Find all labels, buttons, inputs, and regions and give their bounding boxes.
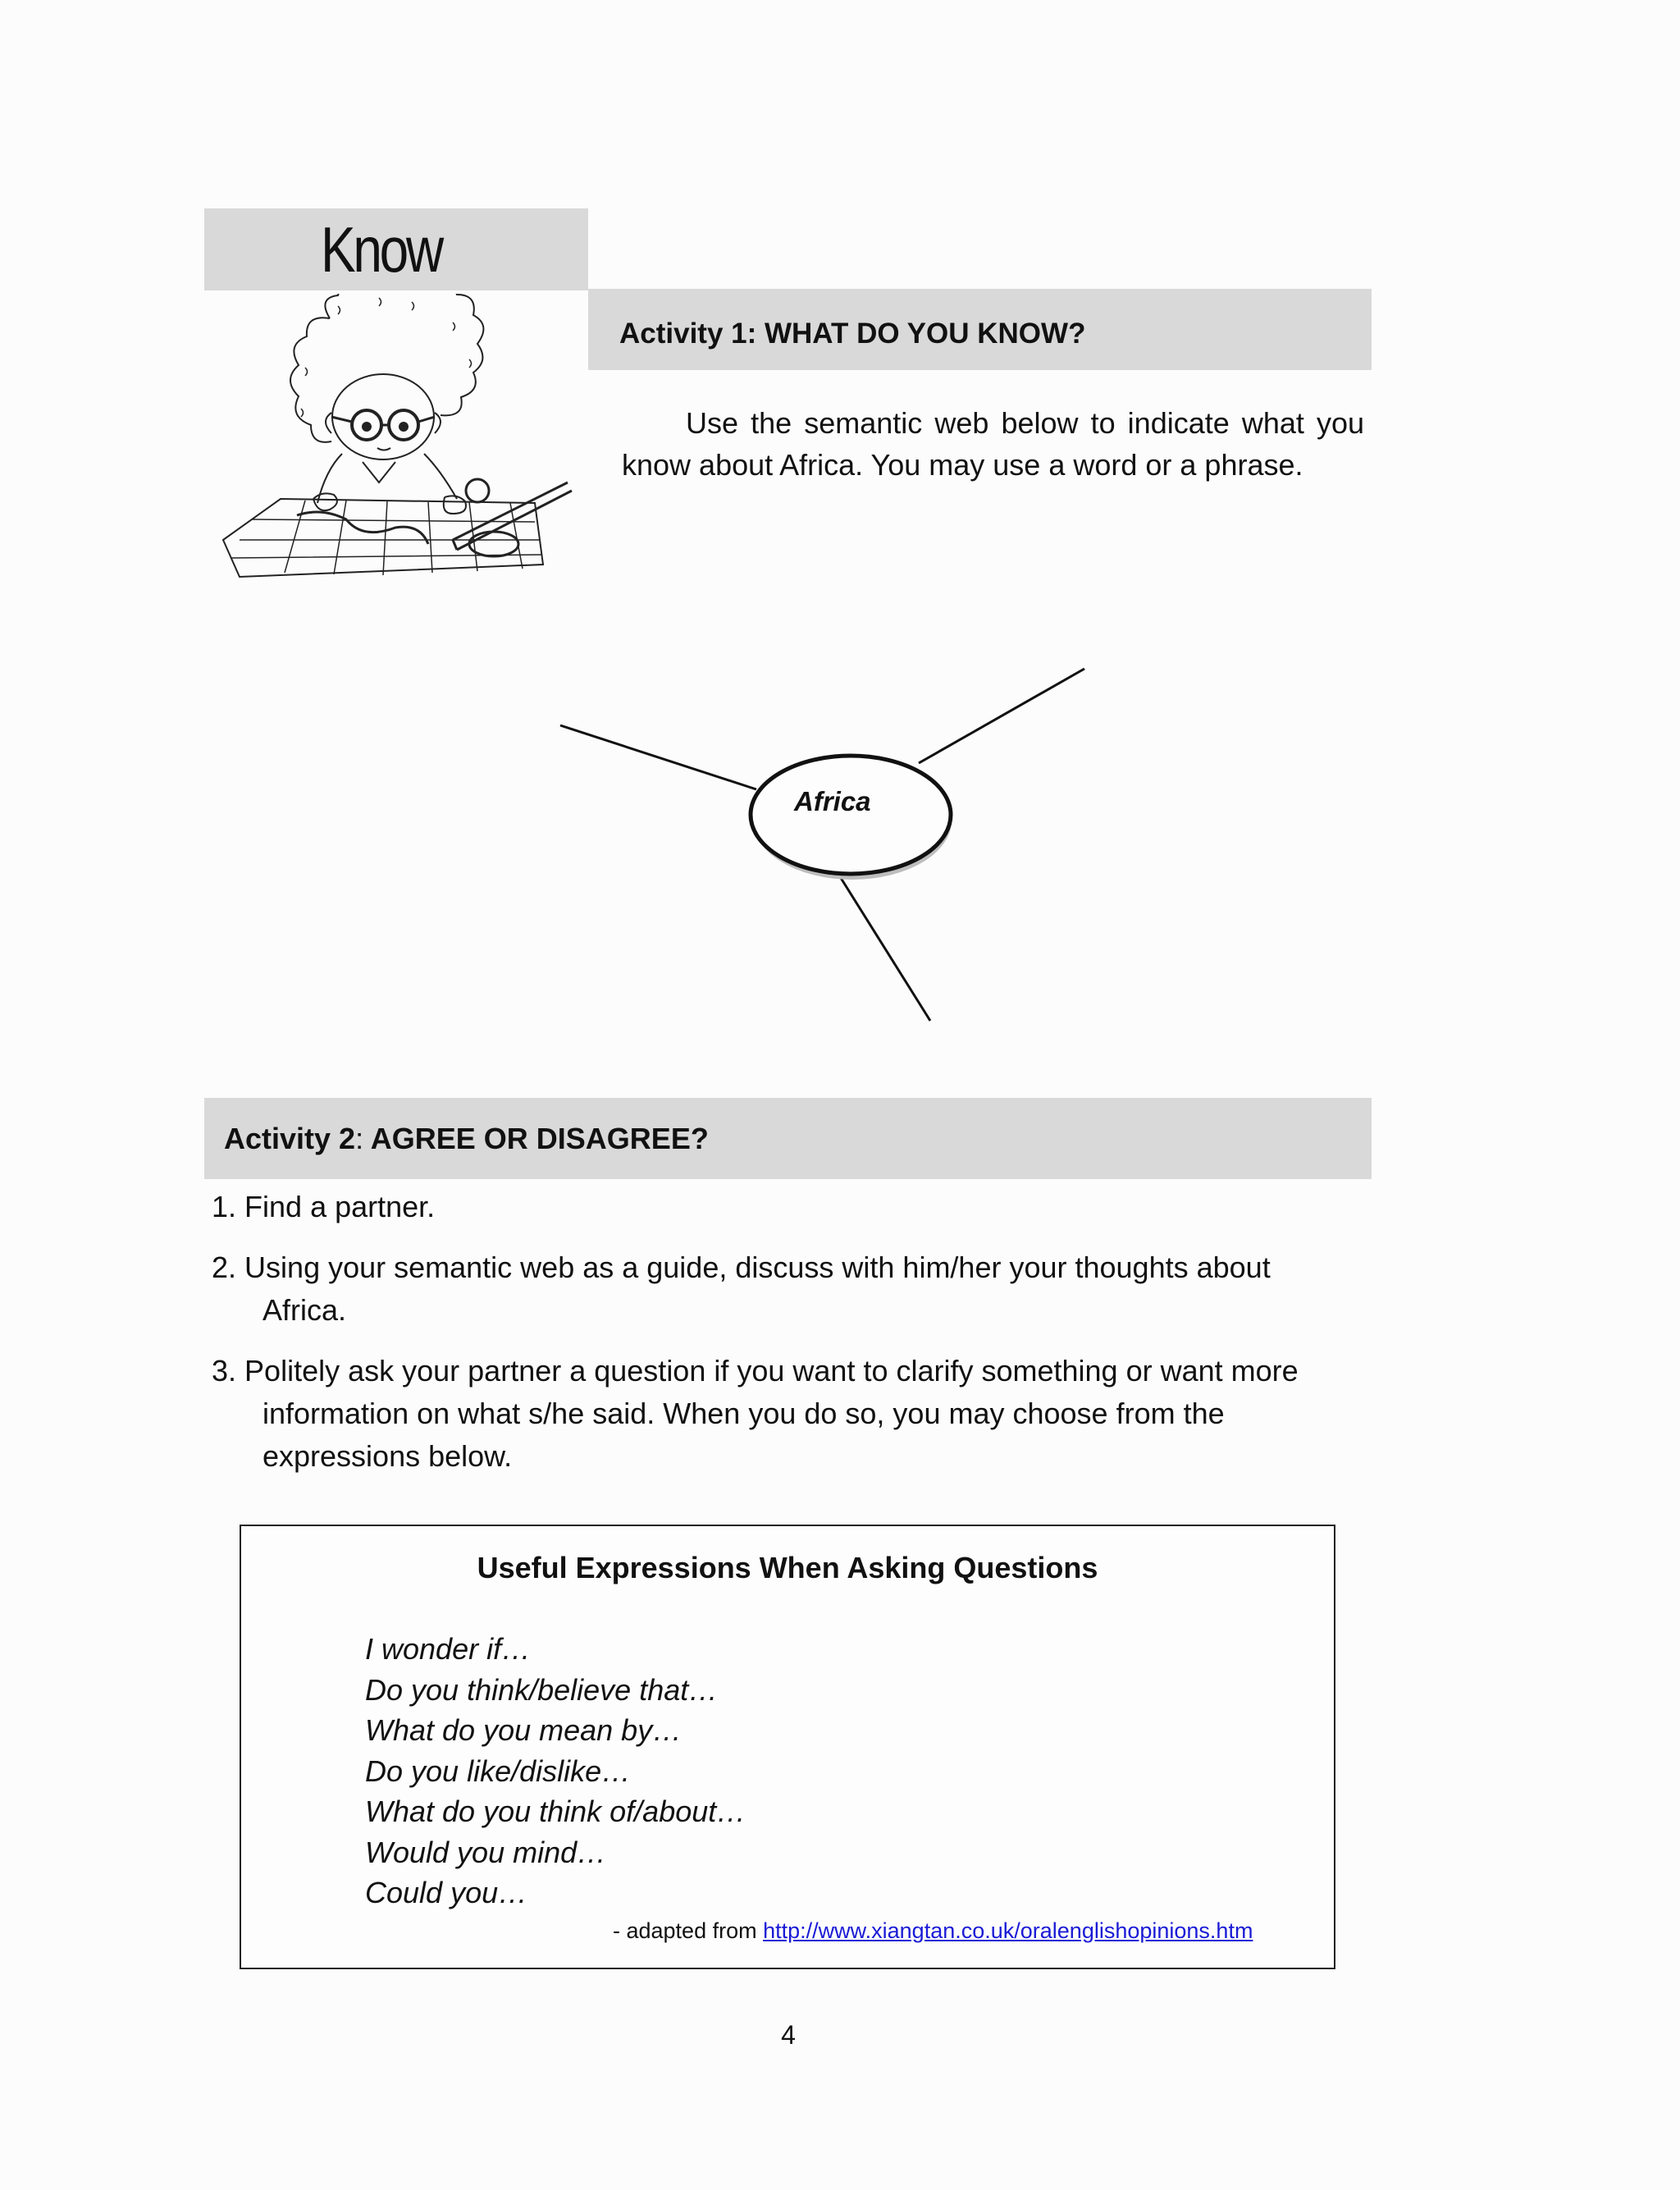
web-branch-bottom	[841, 878, 930, 1021]
step-number: 1.	[212, 1190, 237, 1223]
activity1-instructions-text: Use the semantic web below to indicate what you know about Africa. You may use a word or a phrase.	[622, 406, 1364, 482]
activity2-title	[224, 1098, 709, 1180]
activity1-title: Activity 1: WHAT DO YOU KNOW?	[619, 318, 1086, 350]
web-branch-right	[919, 669, 1084, 763]
step-text: Using your semantic web as a guide, discuss with him/her your thoughts about	[244, 1250, 1271, 1284]
step-text: Politely ask your partner a question if you want to clarify something or want more	[244, 1354, 1299, 1388]
step-item	[212, 1350, 1376, 1478]
semantic-web	[0, 640, 1680, 1034]
expression-item: I wonder if…	[365, 1632, 532, 1666]
expression-item: What do you mean by…	[365, 1713, 682, 1747]
expressions-list	[365, 1629, 746, 1913]
source-prefix: - adapted from	[613, 1918, 757, 1943]
expression-item: What do you think of/about…	[365, 1795, 746, 1828]
step-number: 3.	[212, 1354, 237, 1388]
know-banner	[204, 208, 588, 290]
activity2-header	[204, 1098, 1372, 1179]
activity2-steps	[212, 1186, 1376, 1496]
source-link[interactable]: http://www.xiangtan.co.uk/oralenglishopinions.htm	[763, 1918, 1253, 1943]
step-item	[212, 1186, 1376, 1228]
step-item	[212, 1246, 1376, 1332]
source-attribution	[613, 1918, 1253, 1944]
page-number: 4	[781, 2020, 796, 2050]
expression-item: Would you mind…	[365, 1835, 607, 1869]
web-center-label: Africa	[794, 786, 871, 816]
activity2-title-colon: :	[355, 1122, 364, 1155]
activity1-header	[588, 289, 1372, 370]
activity2-title-prefix: Activity 2	[224, 1122, 356, 1155]
activity2-title-main: AGREE OR DISAGREE?	[370, 1122, 709, 1155]
step-continuation: information on what s/he said. When you do so, you may choose from the expressions below.	[262, 1397, 1225, 1473]
know-title: Know	[321, 213, 441, 286]
step-text: Find a partner.	[244, 1190, 436, 1223]
useful-expressions-title: Useful Expressions When Asking Questions	[477, 1551, 1098, 1584]
activity1-instructions	[622, 402, 1364, 486]
step-continuation: Africa.	[262, 1293, 347, 1327]
useful-expressions-box	[240, 1525, 1335, 1969]
web-branch-left	[560, 725, 756, 789]
expression-item: Do you think/believe that…	[365, 1672, 719, 1707]
step-number: 2.	[212, 1250, 237, 1284]
child-with-map-illustration	[207, 294, 584, 599]
expression-item: Could you…	[365, 1876, 528, 1909]
expression-item: Do you like/dislike…	[365, 1753, 632, 1788]
